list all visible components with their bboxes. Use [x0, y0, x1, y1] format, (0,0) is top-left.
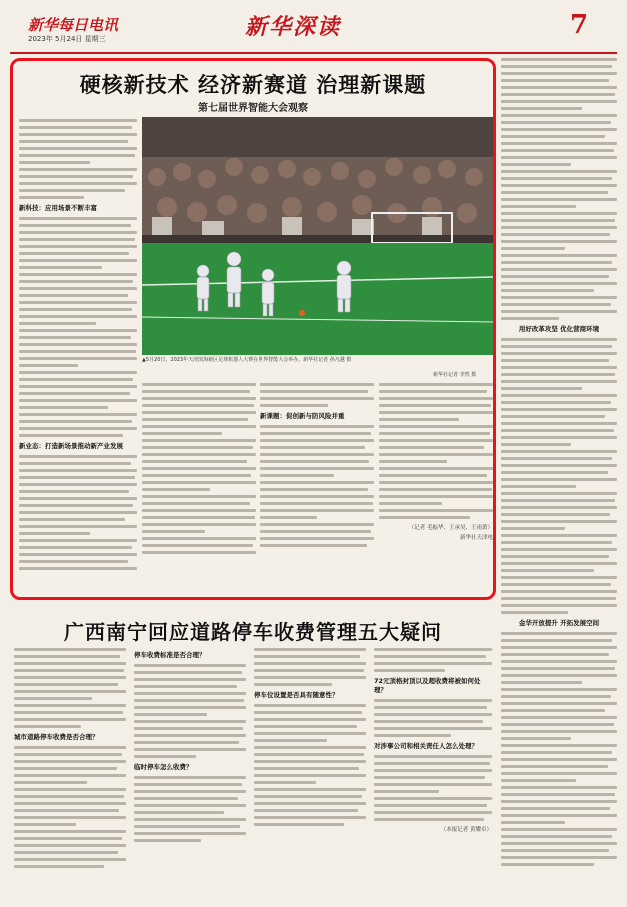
article-text-center	[260, 383, 374, 597]
bottom-byline: （本报记者 黄耀卓）	[440, 827, 492, 833]
bottom-subtitle: 72元顶格封顶以及超收费将被如何处理？	[374, 677, 481, 694]
bottom-text-col-2	[134, 648, 246, 904]
right-column-article[interactable]	[501, 58, 617, 904]
robot-soccer-photo	[142, 117, 495, 355]
issue-date: 2023年 5月24日 星期三	[28, 35, 106, 43]
newspaper-logo: 新华每日电讯	[28, 16, 119, 34]
article-subtitle: 新科技：应用场景不断丰富	[19, 204, 97, 212]
right-subtitle: 金华开放提升 开拓发展空间	[518, 619, 600, 627]
header-rule	[10, 52, 617, 54]
right-subtitle: 用好改革攻坚 优化营商环境	[518, 325, 600, 333]
page-header	[0, 0, 627, 52]
bottom-subtitle: 临时停车怎么收费？	[134, 763, 193, 771]
bottom-text-col-1	[14, 648, 126, 904]
article-headline: 硬核新技术 经济新赛道 治理新课题	[79, 72, 427, 97]
bottom-subtitle: 对涉事公司和相关责任人怎么处理？	[374, 742, 478, 750]
bottom-subtitle: 城市道路停车收费是否合理？	[14, 733, 99, 741]
bottom-subtitle: 停车位设置是否具有随意性？	[254, 691, 339, 699]
bottom-subtitle: 停车收费标准是否合理？	[134, 651, 206, 659]
featured-article[interactable]	[10, 58, 496, 600]
article-subtitle: 新课题：促创新与防风险并重	[260, 412, 345, 420]
article-text-right	[379, 383, 493, 597]
article-dateline: 新华社天津电	[459, 535, 493, 541]
bottom-headline: 广西南宁回应道路停车收费管理五大疑问	[64, 620, 442, 644]
article-text-left	[19, 119, 137, 597]
article-subtitle: 新业态：打造新场景推动新产业发展	[19, 442, 123, 450]
photo-caption: ▲5月20日，2023年天津滨海新区足球机器人大赛在世界智能大会举办。新华社记者 孙凡越 摄	[142, 357, 352, 363]
page-number: 7	[570, 10, 589, 40]
article-text-middle	[142, 383, 256, 597]
article-signature: （记者 毛振华、王承昊、王雨萧）	[408, 525, 493, 531]
bottom-text-col-3	[254, 648, 366, 904]
photo-credit: 新华社记者 李然 摄	[433, 372, 477, 378]
section-title: 新华深读	[245, 14, 342, 40]
bottom-text-col-4	[374, 648, 492, 904]
article-subhead: 第七届世界智能大会观察	[198, 103, 308, 114]
